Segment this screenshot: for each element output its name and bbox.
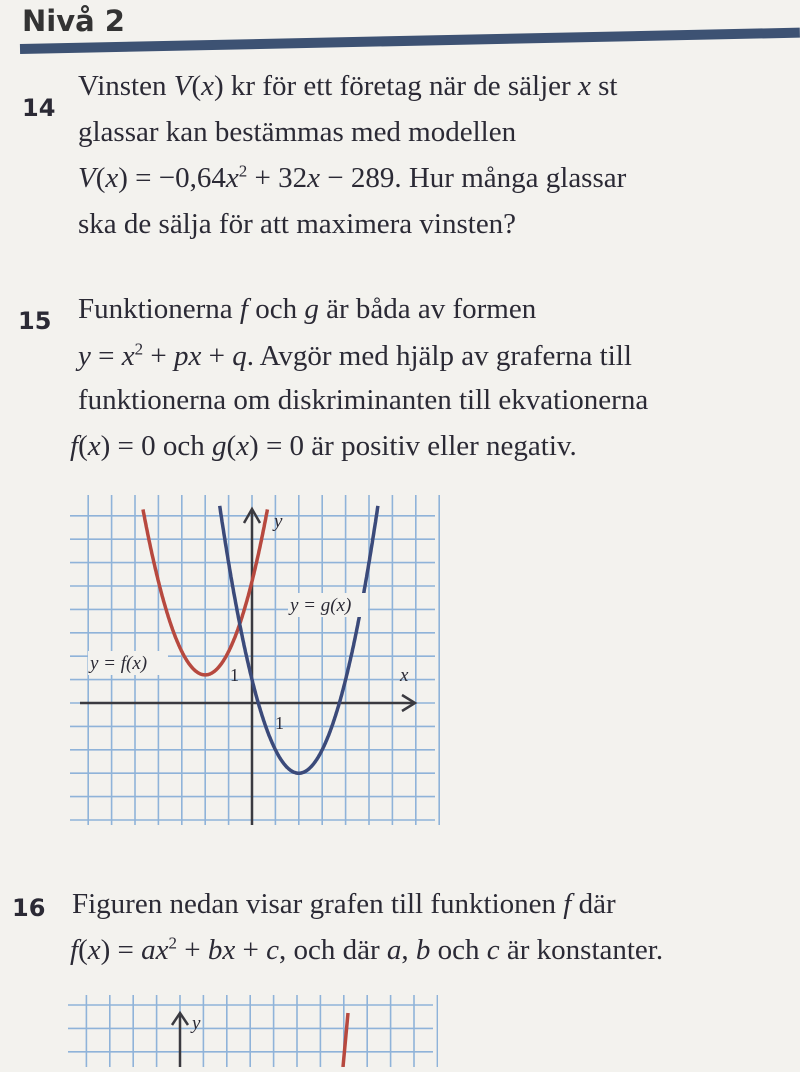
text: ) kr för ett företag när de säljer — [214, 70, 578, 102]
math-var: f — [70, 934, 79, 966]
math-var: c — [486, 934, 500, 966]
label-f: y = f(x) — [90, 653, 148, 674]
math-var: x — [87, 934, 101, 966]
text: , och där — [278, 934, 387, 966]
math-var: b — [415, 934, 431, 966]
math-var: x — [577, 70, 591, 102]
exponent: 2 — [238, 161, 248, 181]
math-var: a — [386, 934, 402, 966]
text: ) = 0 är positiv eller negativ. — [249, 430, 577, 462]
text: Funktionerna — [78, 293, 240, 325]
problem-line — [72, 882, 616, 926]
text: och — [247, 293, 305, 325]
graph-16 — [68, 995, 438, 1067]
text: ) = −0,64 — [118, 162, 226, 194]
text: ( — [226, 430, 237, 462]
math-var: V — [173, 70, 192, 102]
problem-line: ska de sälja för att maximera vinsten? — [78, 208, 517, 240]
math-var: q — [232, 340, 247, 372]
text: st — [590, 70, 618, 102]
math-var: ax — [141, 934, 169, 966]
exponent: 2 — [134, 339, 144, 359]
text: är konstanter. — [499, 934, 664, 966]
problem-line — [70, 928, 663, 972]
problem-number: 15 — [18, 307, 52, 335]
level-title: Nivå 2 — [22, 4, 125, 38]
axis-y-label: y — [274, 511, 283, 532]
text: + — [177, 934, 208, 966]
math-var: x — [105, 162, 119, 194]
problem-line — [78, 156, 626, 200]
math-var: f — [239, 293, 248, 325]
text: + — [235, 934, 267, 966]
graph-16-svg — [68, 995, 438, 1067]
math-var: y — [78, 340, 91, 372]
graph-15 — [70, 495, 440, 830]
math-var: g — [304, 293, 319, 325]
axis-y-label: y — [192, 1013, 201, 1034]
tick-label-x: 1 — [275, 713, 284, 733]
math-var: x — [307, 162, 320, 194]
problem-line — [78, 287, 536, 331]
text: ( — [191, 70, 202, 102]
grid — [68, 995, 437, 1067]
text: ( — [78, 934, 88, 966]
math-var: x — [225, 162, 239, 194]
tick-label-y: 1 — [230, 665, 239, 685]
graph-15-svg — [70, 495, 440, 830]
math-var: x — [201, 70, 214, 102]
level-divider — [20, 28, 800, 54]
text: + — [143, 340, 174, 372]
text: är båda av formen — [318, 293, 537, 325]
text: + — [201, 340, 233, 372]
math-var: x — [87, 430, 101, 462]
text: − 289. Hur många glassar — [320, 162, 627, 194]
axis-x-label: x — [400, 665, 409, 686]
text: Vinsten — [78, 70, 174, 102]
math-var: g — [212, 430, 227, 462]
problem-line — [78, 64, 617, 108]
math-var: f — [70, 430, 79, 462]
text: = — [90, 340, 122, 372]
math-var: x — [121, 340, 135, 372]
text: ( — [95, 162, 106, 194]
math-var: x — [236, 430, 250, 462]
text: ( — [78, 430, 88, 462]
text: där — [571, 888, 616, 920]
problem-number: 14 — [22, 94, 56, 122]
exponent: 2 — [168, 933, 177, 953]
problem-line: glassar kan bestämmas med modellen — [78, 116, 517, 148]
problem-line — [70, 424, 577, 468]
math-var: px — [173, 340, 202, 372]
problem-line: funktionerna om diskriminanten till ekvationerna — [78, 384, 649, 416]
text: ) = 0 och — [100, 430, 212, 462]
math-var: bx — [207, 934, 236, 966]
text: , — [401, 934, 416, 966]
problem-number: 16 — [12, 894, 46, 922]
label-g: y = g(x) — [290, 595, 352, 616]
text: ) = — [100, 934, 142, 966]
math-var: c — [266, 934, 279, 966]
problem-line — [78, 334, 632, 378]
text: och — [430, 934, 487, 966]
math-var: V — [78, 162, 96, 194]
text: Figuren nedan visar grafen till funktionen — [72, 888, 564, 920]
text: + 32 — [247, 162, 308, 194]
text: . Avgör med hjälp av graferna till — [246, 340, 632, 372]
math-var: f — [563, 888, 572, 920]
